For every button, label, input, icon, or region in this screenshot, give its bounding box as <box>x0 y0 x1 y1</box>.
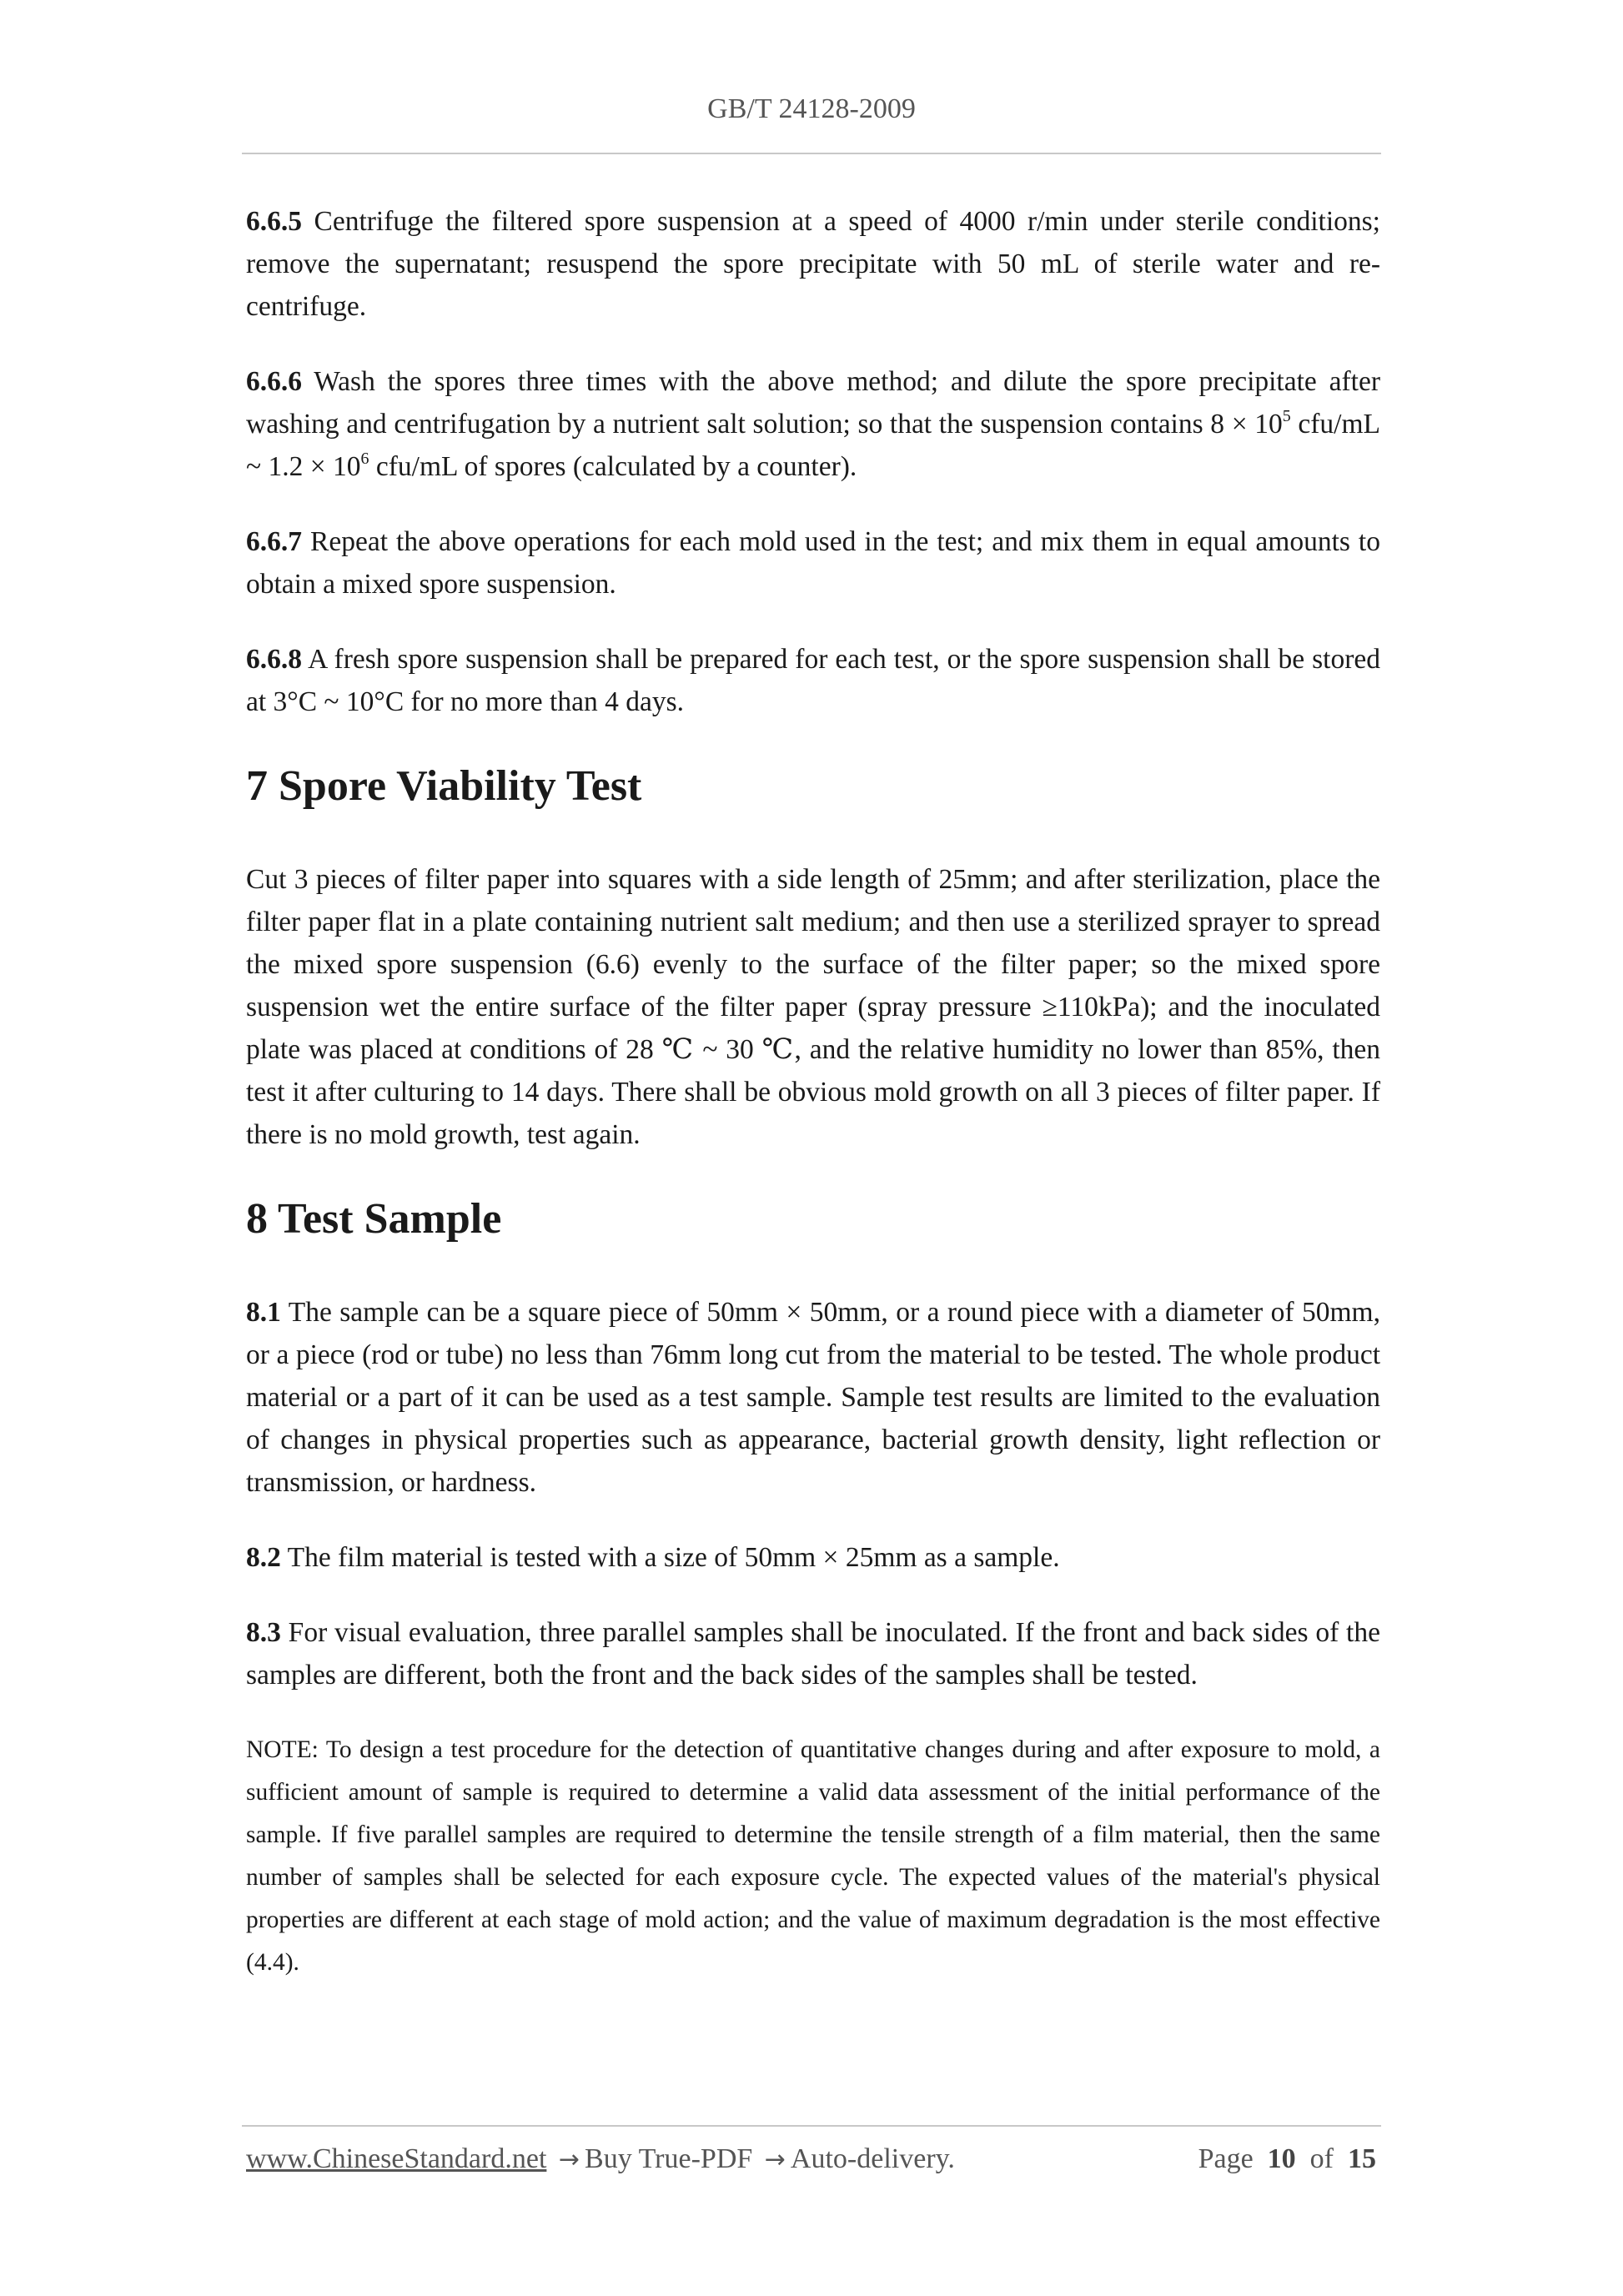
clause-text: Wash the spores three times with the above method; and dilute the spore precipitate after washing and centrifugation by a nutrient salt solution; so that the suspension contains 8 × 10 <box>246 366 1380 440</box>
page-number: 10 <box>1267 2143 1296 2174</box>
chinesestandard-link[interactable]: www.ChineseStandard.net <box>246 2143 547 2174</box>
clause-text: A fresh spore suspension shall be prepared for each test, or the spore suspension shall be stored at 3°C ~ 10°C for no more than 4 days. <box>246 644 1380 717</box>
auto-delivery-text: Auto-delivery. <box>790 2143 955 2174</box>
page-indicator <box>1198 2143 1376 2175</box>
clause-number: 6.6.7 <box>246 526 302 557</box>
clause-text: The sample can be a square piece of 50mm × 50mm, or a round piece with a diameter of 50mm, or a piece (rod or tube) no less than 76mm long cut from the material to be tested. The whole product material or a part of it can be used as a test sample. Sample test results are limited to the evaluation of changes in physical properties such as appearance, bacterial growth density, light reflection or transmission, or hardness. <box>246 1297 1380 1498</box>
clause-8-1 <box>246 1291 1380 1504</box>
section-8-heading: 8 Test Sample <box>246 1195 502 1243</box>
clause-6-6-5 <box>246 200 1380 328</box>
clause-number: 6.6.6 <box>246 366 302 397</box>
superscript: 6 <box>360 449 369 468</box>
clause-6-6-8 <box>246 638 1380 723</box>
page-total: 15 <box>1348 2143 1376 2174</box>
clause-6-6-6 <box>246 360 1380 488</box>
of-word: of <box>1309 2143 1334 2174</box>
clause-number: 6.6.5 <box>246 206 302 237</box>
clause-number: 8.3 <box>246 1617 281 1648</box>
footer-promo <box>246 2143 955 2175</box>
arrow-right-icon: → <box>764 2145 786 2174</box>
header-divider <box>242 153 1381 154</box>
note-paragraph: NOTE: To design a test procedure for the detection of quantitative changes during and after exposure to mold, a sufficient amount of sample is required to determine a valid data assessment of the initial performance of the sample. If five parallel samples are required to determine the tensile strength of a film material, then the same number of samples shall be selected for each exposure cycle. The expected values of the material's physical properties are different at each stage of mold action; and the value of maximum degradation is the most effective (4.4). <box>246 1736 1380 1976</box>
section-7-body: Cut 3 pieces of filter paper into squares with a side length of 25mm; and after sterilization, place the filter paper flat in a plate containing nutrient salt medium; and then use a sterilized sprayer to spread the mixed spore suspension (6.6) evenly to the surface of the filter paper; so the mixed spore suspension wet the entire surface of the filter paper (spray pressure ≥110kPa); and the inoculated plate was placed at conditions of 28 ℃ ~ 30 ℃, and the relative humidity no lower than 85%, then test it after culturing to 14 days. There shall be obvious mold growth on all 3 pieces of filter paper. If there is no mold growth, test again. <box>246 864 1380 1150</box>
document-body <box>246 200 1380 1984</box>
clause-8-3 <box>246 1611 1380 1696</box>
arrow-right-icon: → <box>558 2145 580 2174</box>
clause-number: 6.6.8 <box>246 644 302 675</box>
clause-text: For visual evaluation, three parallel samples shall be inoculated. If the front and back sides of the samples are different, both the front and the back sides of the samples shall be tested. <box>246 1617 1380 1691</box>
clause-6-6-7 <box>246 520 1380 605</box>
clause-text: cfu/mL ~ 1.2 × 10 <box>246 409 1380 482</box>
clause-8-2 <box>246 1536 1380 1579</box>
clause-text: Centrifuge the filtered spore suspension at a speed of 4000 r/min under sterile conditions; remove the supernatant; resuspend the spore precipitate with 50 mL of sterile water and re-centrifuge. <box>246 206 1380 322</box>
clause-number: 8.1 <box>246 1297 281 1328</box>
clause-text: Repeat the above operations for each mold used in the test; and mix them in equal amounts to obtain a mixed spore suspension. <box>246 526 1380 600</box>
clause-text: cfu/mL of spores (calculated by a counter). <box>369 451 857 482</box>
section-7-heading: 7 Spore Viability Test <box>246 762 642 810</box>
page-header-title: GB/T 24128-2009 <box>707 93 916 124</box>
superscript: 5 <box>1282 406 1291 425</box>
page-footer <box>246 2143 1376 2175</box>
buy-true-pdf-text: Buy True-PDF <box>585 2143 753 2174</box>
footer-divider <box>242 2125 1381 2127</box>
clause-text: The film material is tested with a size of 50mm × 25mm as a sample. <box>280 1542 1060 1573</box>
clause-number: 8.2 <box>246 1542 281 1573</box>
page-word: Page <box>1198 2143 1254 2174</box>
